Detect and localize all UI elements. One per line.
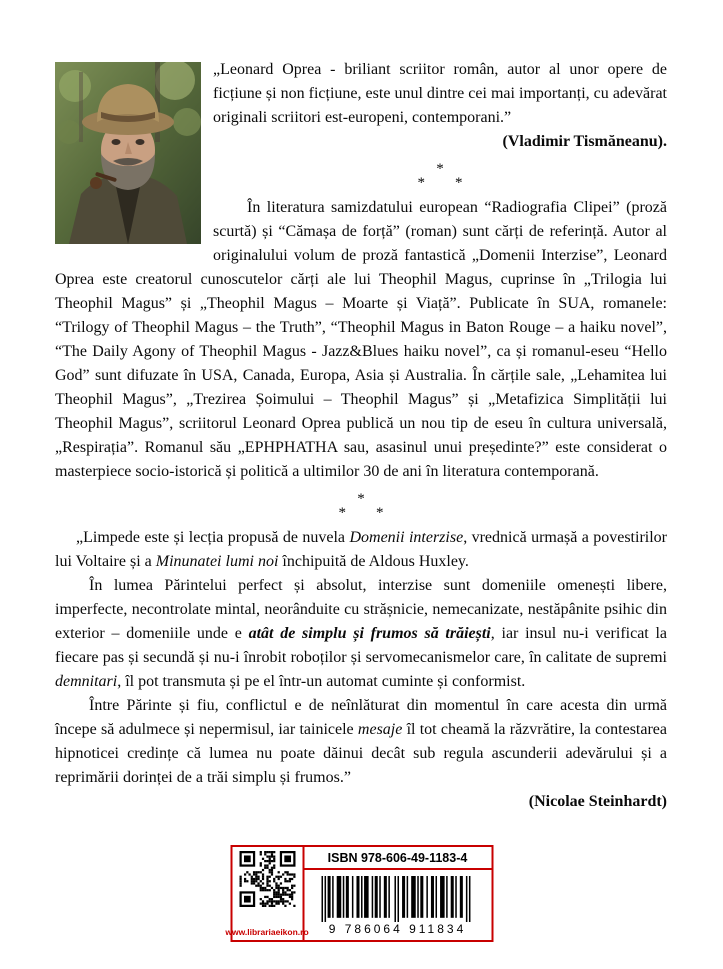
quote-tismaneanu: „Leonard Oprea - briliant scriitor român, autor al unor opere de ficțiune și non ficțiune, este unul dintre cei mai importanți, cu adevărat originali scriitori est-europeni, contemporani.” <box>213 61 667 126</box>
isbn-box <box>225 845 493 942</box>
bio-paragraph: În literatura samizdatului european “Radiografia Clipei” (proză scurtă) și “Cămașa de forță” (roman) sunt cărți de referință. Autor al originalului volum de proză fantastică „Domenii Interzise”, Leonard Oprea este creatorul cunoscutelor cărți ale lui Theophil Magus, cuprinse în „Trilogia lui Theophil Magus” și „Theophil Magus – Moarte și Viață”. Publicate în SUA, romanele: “Trilogy of Theophil Magus – the Truth”, “Theophil Magus in Baton Rouge – a haiku novel”, “The Daily Agony of Theophil Magus - Jazz&Blues haiku novel”, ca și romanul-eseu “Hello God” sunt difuzate în USA, Canada, Europa, Asia și Australia. În cărțile sale, „Lehamitea lui Theophil Magus”, „Trezirea Șoimului – Theophil Magus” și „Metafizica Simplității lui Theophil Magus”, scriitorul Leonard Oprea publică un nou tip de eseu în cultura universală, „Respirația”. Romanul său „EPHPHATHA sau, asasinul unui președinte?” este considerat o masterpiece socio-istorică și politică a ultimilor 30 de ani în literatura contemporană. <box>55 199 667 480</box>
barcode-bars <box>322 876 474 922</box>
ean-barcode <box>304 870 491 940</box>
separator-line: * * <box>338 505 384 521</box>
barcode-digits: 9 786064 911834 <box>328 921 467 936</box>
steinhardt-paragraph-2: În lumea Părintelui perfect și absolut, interzise sunt domeniile omenești libere, imperfecte, necontrolate mintal, neorânduite cu strășnicie, nemecanizate, nestăpânite psihic din exterior – domeniile unde e atât de simplu și frumos să trăiești, iar insul nu-i verificat la fiecare pas și secundă și nu-i înrobit roboților și servomecanismelor care, în calitate de supremi demnitari, îl pot transmuta și pe el într-un automat cuminte și conformist. <box>55 577 668 690</box>
asterisk-separator-2 <box>55 492 667 520</box>
author-photo <box>55 62 201 244</box>
separator-line: * * <box>417 175 463 191</box>
attribution-name: (Nicolae Steinhardt) <box>528 793 667 810</box>
author-photo-illustration <box>55 62 201 244</box>
attribution-name: (Vladimir Tismăneanu). <box>502 133 667 150</box>
publisher-url: www.librariaeikon.ro <box>225 927 309 937</box>
qr-column <box>225 847 309 940</box>
quote-steinhardt-attribution <box>55 790 667 814</box>
isbn-column <box>304 847 491 940</box>
qr-code-icon <box>239 851 295 907</box>
isbn-number: ISBN 978-606-49-1183-4 <box>304 847 491 870</box>
separator-line: * <box>436 161 444 177</box>
steinhardt-paragraph-3: Între Părinte și fiu, conflictul e de neînlăturat din momentul în care acesta din urmă începe să adulmece și nepermisul, iar tainicele mesaje îl tot cheamă la răzvrătire, la contestarea hipnoticei credințe că lumea nu poate dăinui decât sub regula ascunderii adevărului și a reprimării dorinței de a trăi simplu și frumos.” <box>55 697 667 786</box>
steinhardt-paragraph-1: „Limpede este și lecția propusă de nuvela Domenii interzise, vrednică urmașă a povestirilor lui Voltaire și a Minunatei lumi noi închipuită de Aldous Huxley. <box>55 529 667 570</box>
separator-line: * <box>357 491 365 507</box>
